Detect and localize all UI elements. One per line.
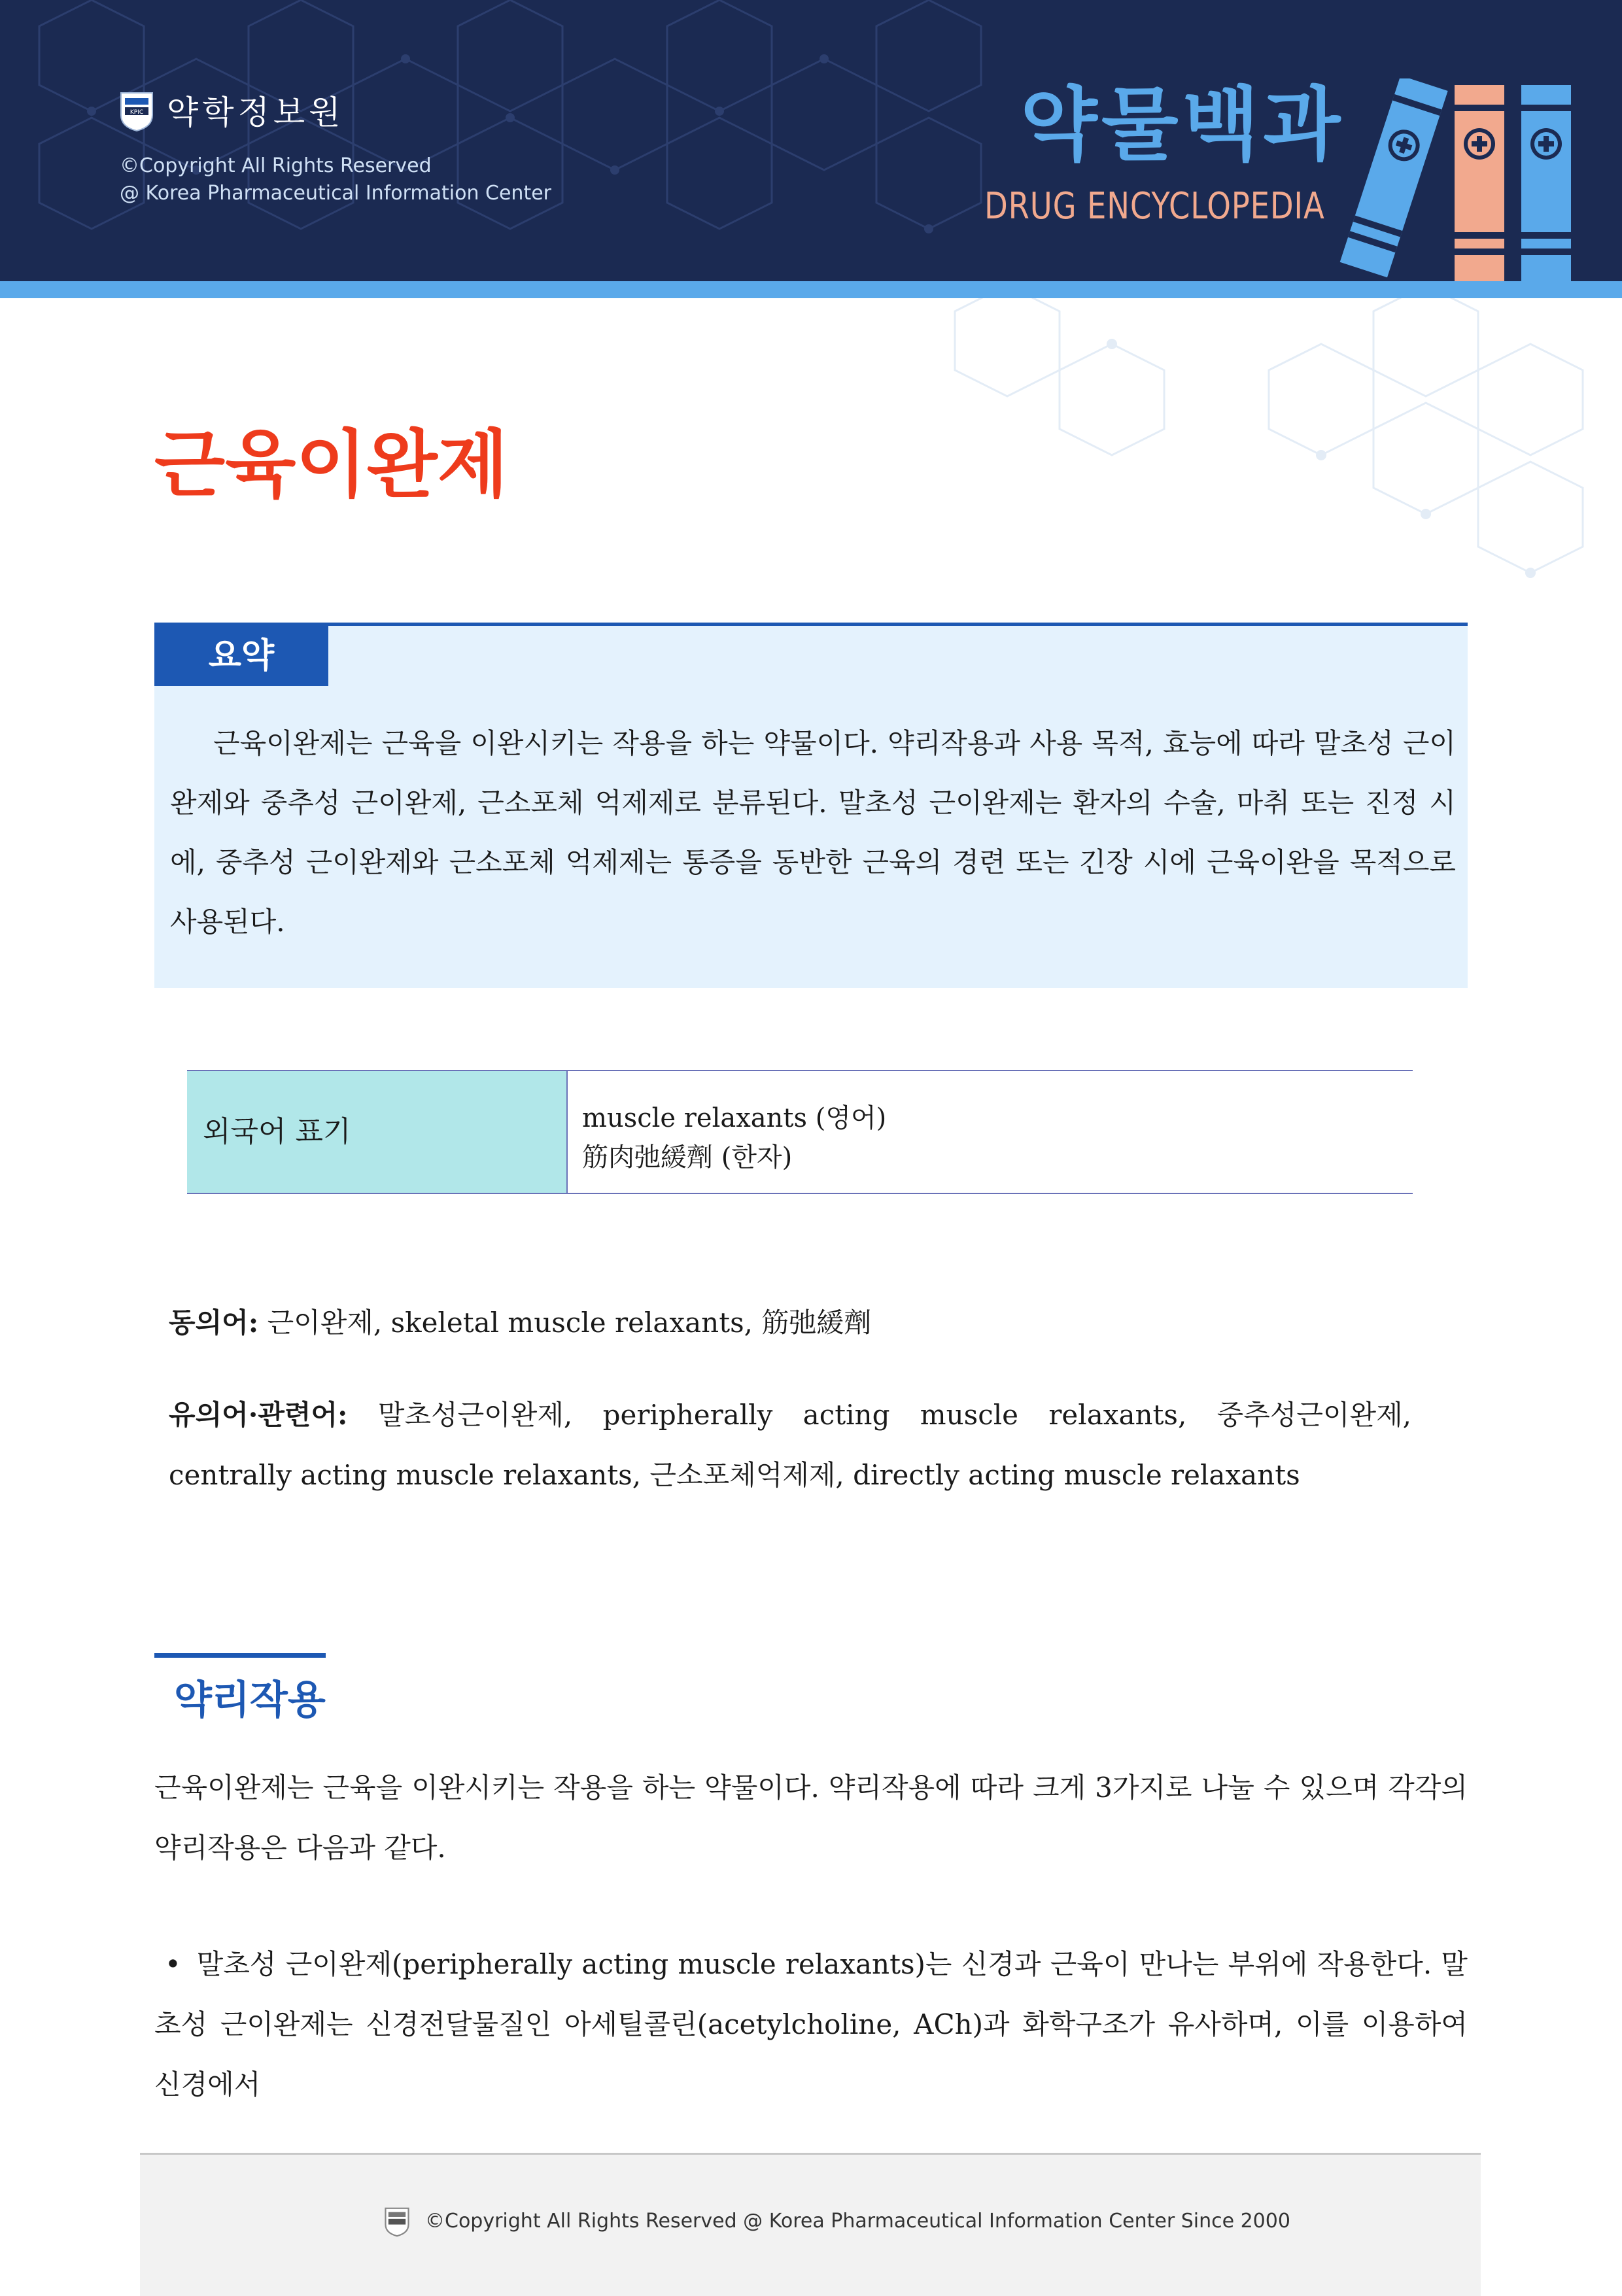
header-banner bbox=[0, 0, 1622, 281]
summary-box bbox=[154, 623, 1468, 988]
pharmacology-bullet-item bbox=[154, 1934, 1468, 2115]
bullet-text: 말초성 근이완제(peripherally acting muscle relaxants)는 신경과 근육이 만나는 부위에 작용한다. 말초성 근이완제는 신경전달물질인 아세틸콜린(acetylcholine, ACh)과 화학구조가 유사하며, 이를 이용하여 신경에서 bbox=[154, 1948, 1468, 2100]
summary-label: 요약 bbox=[154, 626, 328, 686]
encyclopedia-title-en: DRUG ENCYCLOPEDIA bbox=[984, 185, 1325, 228]
pharmacology-intro: 근육이완제는 근육을 이완시키는 작용을 하는 약물이다. 약리작용에 따라 크게 3가지로 나눌 수 있으며 각각의 약리작용은 다음과 같다. bbox=[154, 1772, 1468, 1864]
org-name: 약학정보원 bbox=[167, 94, 345, 131]
related-terms-text: 말초성근이완제, peripherally acting muscle relaxants, 중추성근이완제, centrally acting muscle relaxants, 근소포체억제제, directly acting muscle relaxants bbox=[169, 1399, 1411, 1491]
related-terms-block bbox=[169, 1385, 1411, 1505]
pharmacology-heading: 약리작용 bbox=[174, 1677, 326, 1723]
synonyms-text: 근이완제, skeletal muscle relaxants, 筋弛緩劑 bbox=[258, 1307, 872, 1339]
section-rule bbox=[154, 1653, 326, 1658]
document-title: 근육이완제 bbox=[154, 422, 508, 507]
footer-emblem-icon bbox=[385, 2207, 409, 2237]
summary-text: 근육이완제는 근육을 이완시키는 작용을 하는 약물이다. 약리작용과 사용 목적, 효능에 따라 말초성 근이완제와 중추성 근이완제, 근소포체 억제제로 분류된다. 말초성 근이완제는 환자의 수술, 마취 또는 진정 시에, 중추성 근이완제와 근소포체 억제제는 통증을 동반한 근육의 경련 또는 긴장 시에 근육이완을 목적으로 사용된다. bbox=[170, 727, 1456, 938]
bullet-icon: • bbox=[165, 1948, 181, 1980]
foreign-terms-table bbox=[187, 1070, 1413, 1194]
books-illustration-icon bbox=[1334, 78, 1609, 281]
page-hexagon-decoration bbox=[903, 298, 1622, 586]
synonyms-label: 동의어: bbox=[169, 1307, 259, 1339]
foreign-term-english: muscle relaxants (영어) bbox=[582, 1103, 887, 1133]
header-copyright-line1: ©Copyright All Rights Reserved bbox=[120, 154, 432, 177]
footer bbox=[140, 2153, 1481, 2296]
header-copyright-line2: @ Korea Pharmaceutical Information Center bbox=[120, 182, 551, 205]
header-accent-stripe bbox=[0, 281, 1622, 298]
footer-copyright: ©Copyright All Rights Reserved @ Korea Pharmaceutical Information Center Since 2000 bbox=[425, 2210, 1290, 2233]
foreign-term-hanja: 筋肉弛緩劑 (한자) bbox=[582, 1142, 793, 1173]
related-terms-label: 유의어·관련어: bbox=[169, 1399, 348, 1431]
encyclopedia-title-kr: 약물백과 bbox=[1020, 78, 1345, 171]
synonyms-line bbox=[169, 1301, 871, 1341]
foreign-terms-label: 외국어 표기 bbox=[187, 1071, 568, 1193]
kpic-emblem-icon bbox=[120, 92, 154, 132]
emblem-text: KPIC bbox=[129, 109, 144, 116]
